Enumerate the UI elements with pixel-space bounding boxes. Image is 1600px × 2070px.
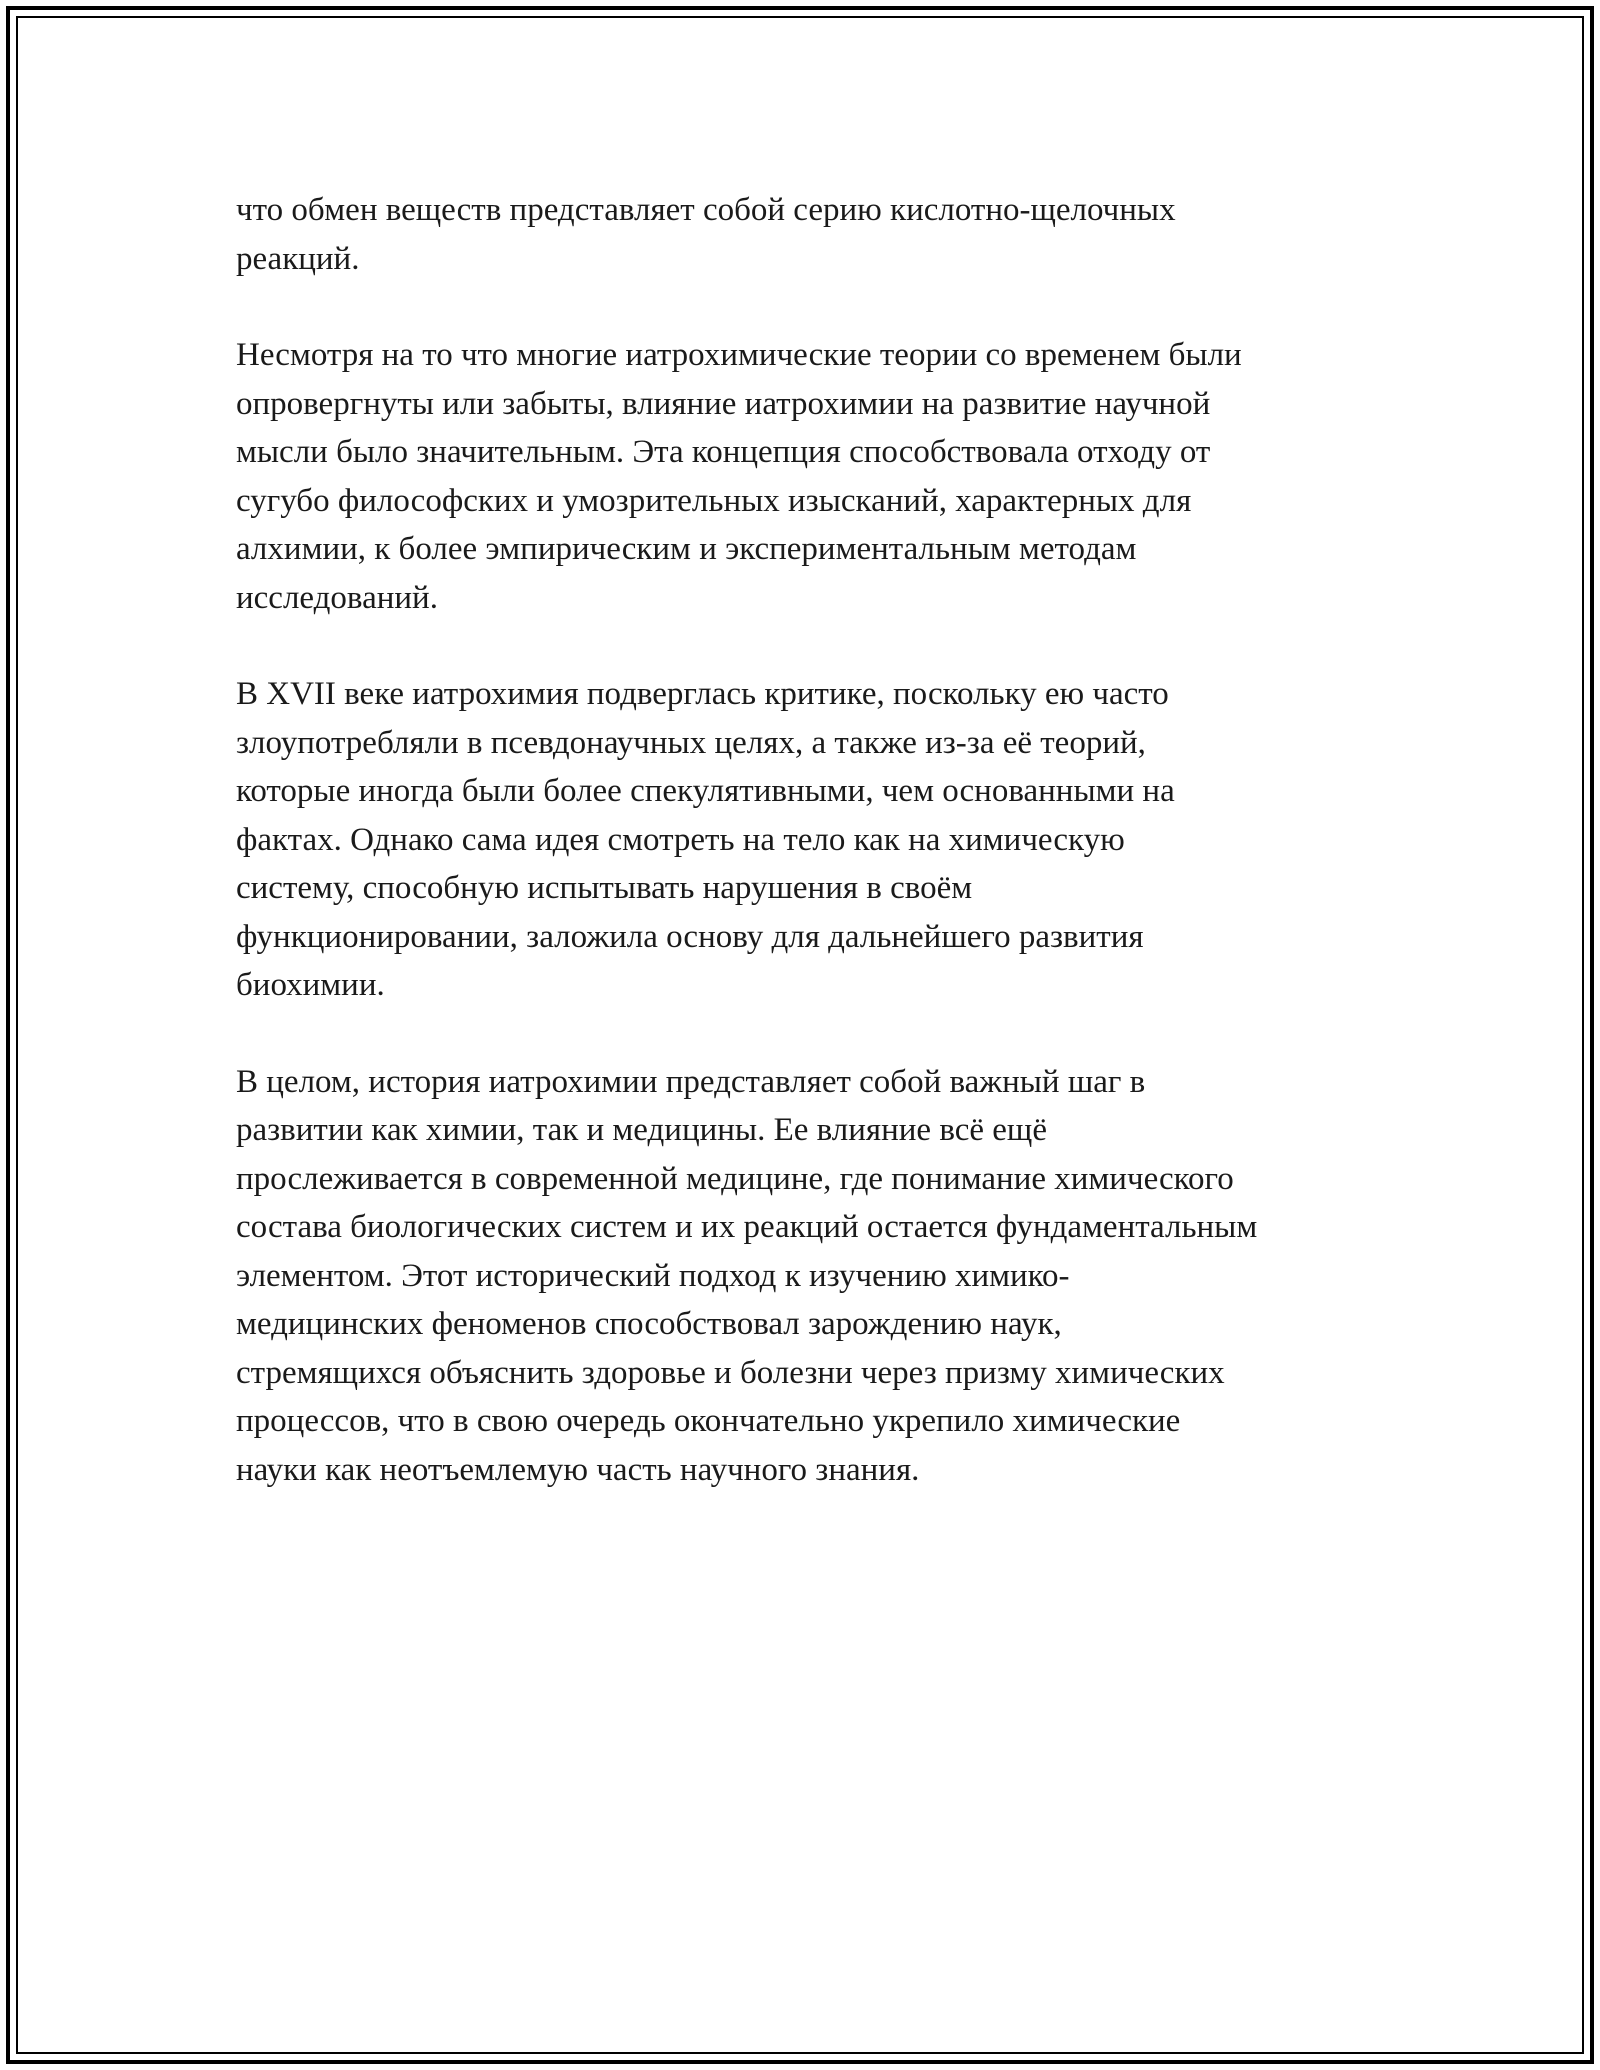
paragraph-4: В целом, история иатрохимии представляет собой важный шаг в развитии как химии, так и медицины. Ее влияние всё ещё прослеживается в современной медицине, где понимание химического состава биологических систем и их реакций остается фундаментальным элементом. Этот исторический подход к изучению химико- медицинских феноменов способствовал зарождению наук, стремящихся объяснить здоровье и болезни через призму химических процессов, что в свою очередь окончательно укрепило химические науки как неотъемлемую часть научного знания. xyxy=(236,1063,1258,1488)
paragraph-2: Несмотря на то что многие иатрохимические теории со временем были опровергнуты или забыты, влияние иатрохимии на развитие научной мысли было значительным. Эта концепция способствовала отходу от сугубо философских и умозрительных изысканий, характерных для алхимии, к более эмпирическим и экспериментальным методам исследований. xyxy=(236,337,1242,616)
paragraph-1: что обмен веществ представляет собой серию кислотно-щелочных реакций. xyxy=(236,192,1176,277)
page-body xyxy=(236,186,1396,1542)
paragraph-3: В XVII веке иатрохимия подверглась критике, поскольку ею часто злоупотребляли в псевдонаучных целях, а также из-за её теорий, которые иногда были более спекулятивными, чем основанными на фактах. Однако сама идея смотреть на тело как на химическую систему, способную испытывать нарушения в своём функционировании, заложила основу для дальнейшего развития биохимии. xyxy=(236,676,1175,1003)
